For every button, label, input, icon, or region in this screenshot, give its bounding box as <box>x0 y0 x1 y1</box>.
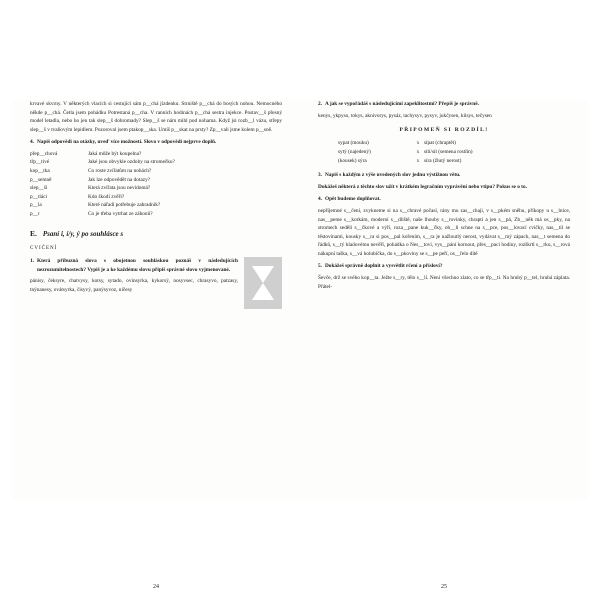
exercise-word: p__r <box>30 210 40 217</box>
exercise-word: slep__ši <box>30 185 48 192</box>
exercise-word: p__la <box>30 202 42 209</box>
table-row <box>318 157 570 166</box>
exercise-row <box>30 193 282 202</box>
exercise-question: Co roste zvířatům na nohách? <box>88 168 152 175</box>
exercise-5-text-right: Dokážeš správně doplnit a vysvětlit rčení a přísloví? <box>324 263 443 270</box>
exercise-5-body-right: Ševče, drž se svého kop__ta. Ježte s__ry, tělo s__lí. Není všechno zlato, co se třp__tí. Na hrubý p__tel, hrubá záplata. Přátel- <box>318 274 570 290</box>
table-row <box>318 139 570 148</box>
exercise-4-text-left: Napiš odpovědi na otázky, uveď více možností. Slovo v odpovědi nejprve doplň. <box>36 139 217 146</box>
exercise-4-heading-left <box>30 138 282 147</box>
section-title: Psaní i, í/y, ý po souhlásce s <box>42 229 124 238</box>
exercise-4-heading-right <box>318 195 570 204</box>
exercise-question: Která zvířata jsou nevidomá? <box>88 185 151 192</box>
table-cell-left: sypat (mouku) <box>338 140 369 147</box>
table-cell-left: sytý (najedený) <box>338 149 371 156</box>
hourglass-icon <box>252 266 274 300</box>
exercise-row <box>30 184 282 193</box>
exercise-word: třp__tivé <box>30 159 50 166</box>
exercise-4-number-left: 4. <box>30 139 34 146</box>
exercise-question: Které nářadí potřebuje zahradník? <box>88 202 161 209</box>
table-cell-right: síra (žlutý nerost) <box>424 158 462 165</box>
exercise-1-heading-left <box>30 257 238 274</box>
exercise-word: p__tláci <box>30 193 48 200</box>
section-letter: E. <box>30 228 37 238</box>
exercise-row <box>30 210 282 219</box>
exercise-4-body-right: nepříjemné s__čení, zvykneme si na s__chravé počasí, rány mu zas__chaji, v s__pkém sněhu, příkopy u s__lnice, nas__peme s__korkám, moderní s__dliště, naše lhouby s__rovinky, chrapti a jen s__pá, Zb__něk má os__pky, na stromech seděli s__čkové a výří, roza__pane kuk__čky, ob__li schne na s__pce, pos__lovací cvičky, nas__til se těstovinami, kousky s__ra si pos__pal kořením, s__ra je nažloutlý nerost, vydávat s__mý zápach, nas__t semena do řádků, s__tý hladovému nevěří, pohádka o Nes__tovi, vys__pání kornout, přes__paci hodiny, rozškrtl s__rku, s__rová nákupní taška, s__vá holubička, do s__pkoviny se s__pe peří, os__řelo dítě <box>318 207 570 257</box>
exercise-question: Co je třeba vytrhat ze záhonů? <box>88 210 153 217</box>
page-number-left: 24 <box>153 584 159 590</box>
page-number-right: 25 <box>441 584 447 590</box>
exercise-2-heading-right <box>318 100 570 109</box>
exercise-4-number-right: 4. <box>318 196 322 203</box>
table-cell-middle: x <box>416 149 420 156</box>
exercise-row <box>30 150 282 159</box>
exercise-word: kop__tka <box>30 168 50 175</box>
exercise-3-text-right: Napiš s každým z výše uvedených slov jednu výstižnou větu. <box>324 172 461 179</box>
table-cell-middle: x <box>416 158 420 165</box>
table-cell-left: (kousek) sýra <box>338 158 367 165</box>
hourglass-top <box>252 266 274 283</box>
hourglass-illustration <box>244 257 282 309</box>
exercise-5-number-right: 5. <box>318 263 322 270</box>
exercise-1-text-left: Která příbuzná slova s obojetnou souhláskou poznáš v následujících nezrozumitelnostech? Vypiš je a ke každému slovu připiš správné slovo vyjmenované. <box>36 257 238 273</box>
exercise-3-heading-right <box>318 171 570 180</box>
contrast-table <box>318 139 570 166</box>
table-cell-right: sípat (chraptět) <box>424 140 456 147</box>
table-cell-right: sítí/sít (semena rostlin) <box>424 149 473 156</box>
exercise-3-note: Dokážeš některá z těchto slov užít v krátkém legračním vyprávění nebo vtipu? Pokus se o to. <box>318 183 527 190</box>
exercise-row <box>30 201 282 210</box>
callout-remember-difference: PŘIPOMEŇ SI ROZDÍL! <box>399 127 489 134</box>
exercise-row <box>30 158 282 167</box>
right-page-column <box>318 100 570 500</box>
exercise-question: Jak lze odpovědět na dotazy? <box>88 176 151 183</box>
exercise-3-number-right: 3. <box>318 172 322 179</box>
left-jumble-words: pánisy, čeksyre, chatvysy, kotsy, sytado, ovinsyrka, kykorsý, nosyvsec, chrasyvo, patzasy, tnýnanesy, ovátsyrka, čisyvý, panýsyvoz, ničesy <box>30 278 238 293</box>
exercise-question: Jaké jsou obvykle ozdoby na stromečku? <box>88 159 175 166</box>
exercise-question: Jaká může být koupelna? <box>88 150 142 157</box>
exercise-row <box>30 167 282 176</box>
exercise-4-text-right: Opět budeme doplňovat. <box>324 196 381 203</box>
exercise-1-number-left: 1. <box>30 257 34 264</box>
exercise-word: přep__chová <box>30 150 58 157</box>
exercise-2-number-right: 2. <box>318 101 322 107</box>
exercise-question: Kdo škodí zvěři? <box>88 193 125 200</box>
table-cell-middle: x <box>416 140 420 147</box>
left-top-paragraph: krvavé skvrny. V některých vlacích si cestující sám p__chá jízdenku. Strniště p__chá do bosých nohou. Nemocného někde p__chá. Četla jsem pohádku Potrestaná p__cha. V ranních hodinách p__chá sestra injekce. Postav__š přesný model letadla, nebo ho jen tak slep__š dohromady? Slep__š se nám mihl pod nohama. Když jsi rozb__l vázu, střepy slep__š v tvaňovým lepidlem. Pozoroval jsem ptakop__ska. Umíš p__skat na prsty? Zp__vali jsme kolem p__sně. <box>30 101 282 133</box>
exercise-row <box>30 176 282 185</box>
left-page-column <box>30 100 282 500</box>
exercise-5-heading-right <box>318 262 570 271</box>
exercise-4-rows <box>30 150 282 219</box>
hourglass-bottom <box>252 283 274 300</box>
paper-sheet <box>12 100 588 590</box>
exercise-word: p__semně <box>30 176 52 183</box>
exercise-2-text-right: A jak se vypořádáš s následujícími zapeklitostmi? Přepiš je správně. <box>324 101 479 107</box>
section-heading-e <box>30 228 282 240</box>
right-jumble-words: kenys, ykpyso, tokys, aknivorys, pysáz, tachysyv, pysyv, jukčysen, kilsys, tečysen <box>318 112 492 119</box>
table-row <box>318 148 570 157</box>
cviceni-label: CVIČENÍ <box>30 245 58 251</box>
